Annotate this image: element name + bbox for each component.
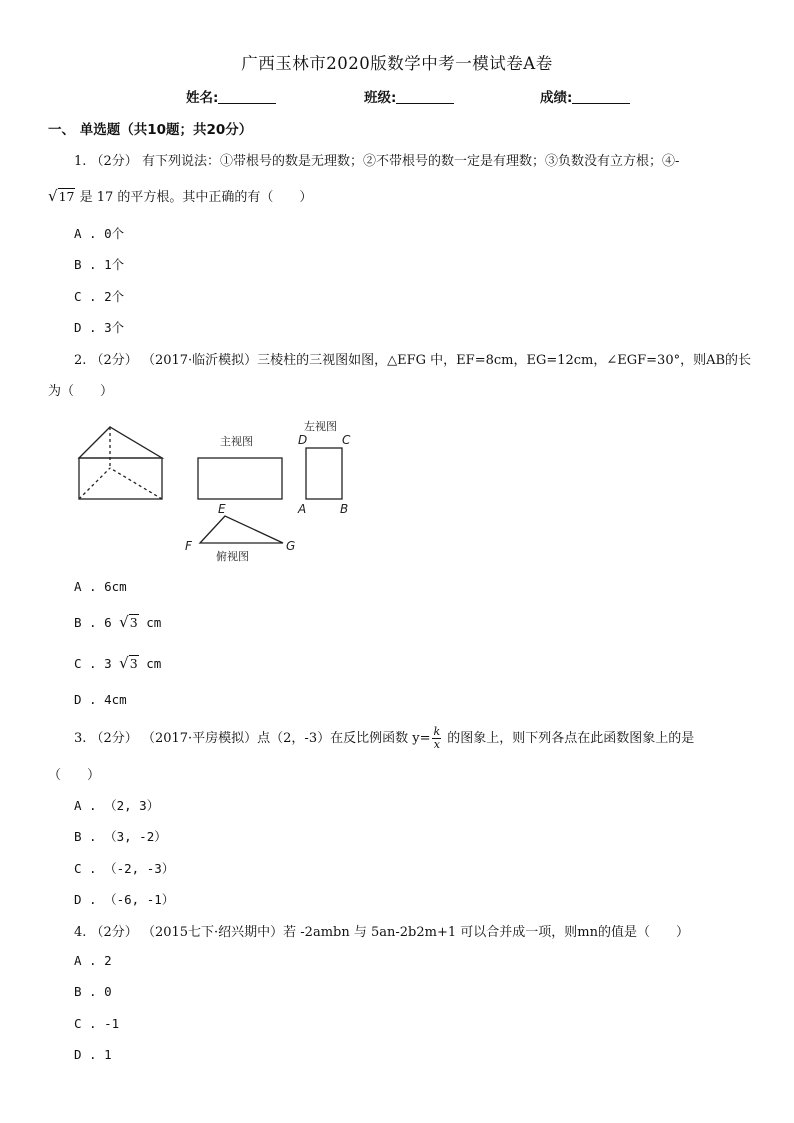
sqrt-3: √3 xyxy=(119,654,138,672)
class-label: 班级: xyxy=(364,90,397,106)
q3-option-d: D . （-6, -1） xyxy=(74,892,175,907)
sqrt-17: √17 xyxy=(48,187,75,205)
point-d-label: D xyxy=(298,433,308,447)
point-b-label: B xyxy=(340,502,349,516)
sqrt-3: √3 xyxy=(119,613,138,631)
name-label: 姓名: xyxy=(186,90,219,106)
q3-option-a: A . （2, 3） xyxy=(74,798,160,813)
section-heading: 一、 单选题（共10题；共20分） xyxy=(48,122,253,138)
score-field xyxy=(540,86,630,106)
q1-option-d: D . 3个 xyxy=(74,320,125,335)
q3-option-c: C . （-2, -3） xyxy=(74,861,175,876)
left-view-rect xyxy=(306,448,342,499)
q4-option-b: B . 0 xyxy=(74,984,112,999)
question-2-stem: 2. （2分） （2017·临沂模拟）三棱柱的三视图如图，△EFG 中，EF=8cm，EG=12cm，∠EGF=30°，则AB的长 xyxy=(74,353,752,368)
q2-option-b: B . 6 √3 cm xyxy=(74,613,162,631)
question-2-stem-cont: 为（ ） xyxy=(48,384,114,399)
q2-option-c: C . 3 √3 cm xyxy=(74,654,162,672)
question-1-stem-cont: √17 是 17 的平方根。其中正确的有（ ） xyxy=(48,187,313,205)
page-title: 广西玉林市2020版数学中考一模试卷A卷 xyxy=(241,54,553,73)
name-blank xyxy=(218,89,276,104)
q3-option-b: B . （3, -2） xyxy=(74,829,167,844)
point-c-label: C xyxy=(342,433,351,447)
q1-option-a: A . 0个 xyxy=(74,226,125,241)
point-g-label: G xyxy=(286,539,296,553)
point-a-label: A xyxy=(298,502,307,516)
front-view-label: 主视图 xyxy=(220,435,253,448)
left-view-label: 左视图 xyxy=(304,420,337,433)
three-view-figure xyxy=(70,410,370,570)
front-view-rect xyxy=(198,458,282,499)
top-view-triangle xyxy=(200,516,283,543)
fraction-k-over-x: $\frac{k}{x}$ xyxy=(433,725,441,751)
name-field xyxy=(186,86,276,106)
q2-option-a: A . 6cm xyxy=(74,579,127,594)
prism-sketch xyxy=(79,427,162,499)
q4-option-c: C . -1 xyxy=(74,1016,120,1031)
class-blank xyxy=(396,89,454,104)
question-3-stem-cont: （ ） xyxy=(48,768,101,783)
q4-option-d: D . 1 xyxy=(74,1047,112,1062)
class-field xyxy=(364,86,454,106)
q1-option-c: C . 2个 xyxy=(74,289,125,304)
top-view-label: 俯视图 xyxy=(216,550,249,563)
q2-option-d: D . 4cm xyxy=(74,692,127,707)
question-3-stem: 3. （2分） （2017·平房模拟）点（2，-3）在反比例函数 y= $\frac{k}{x}$ 的图象上，则下列各点在此函数图象上的是 xyxy=(74,725,695,751)
point-e-label: E xyxy=(218,502,226,516)
question-4-stem: 4. （2分） （2015七下·绍兴期中）若 -2ambn 与 5an-2b2m+1 可以合并成一项，则mn的值是（ ） xyxy=(74,925,689,940)
q1-option-b: B . 1个 xyxy=(74,257,125,272)
question-1-stem: 1. （2分） 有下列说法：①带根号的数是无理数；②不带根号的数一定是有理数；③负数没有立方根；④- xyxy=(74,154,680,169)
q4-option-a: A . 2 xyxy=(74,953,112,968)
point-f-label: F xyxy=(185,539,192,553)
score-label: 成绩: xyxy=(540,90,573,106)
score-blank xyxy=(572,89,630,104)
